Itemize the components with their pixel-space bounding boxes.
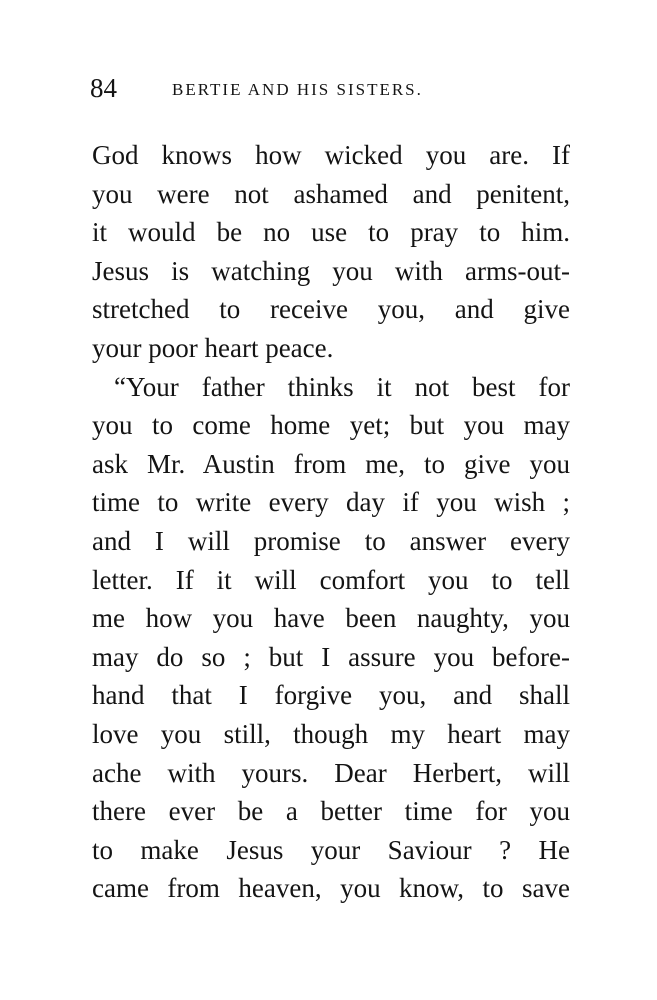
text-line: me how you have been naughty, you xyxy=(92,603,570,634)
text-line: ask Mr. Austin from me, to give you xyxy=(92,448,570,479)
text-line: stretched to receive you, and give xyxy=(92,294,570,325)
text-line: God knows how wicked you are. If xyxy=(92,140,570,170)
text-line: love you still, though my heart may xyxy=(92,718,570,749)
page-number: 84 xyxy=(90,73,117,103)
text-line: came from heaven, you know, to save xyxy=(92,873,570,904)
paragraph xyxy=(92,368,570,908)
paragraph xyxy=(92,136,570,368)
text-line: to make Jesus your Saviour ? He xyxy=(92,834,570,865)
text-line: you to come home yet; but you may xyxy=(92,410,570,441)
text-line: Jesus is watching you with arms-out- xyxy=(92,255,570,286)
text-line: there ever be a better time for you xyxy=(92,796,570,827)
running-head: BERTIE AND HIS SISTERS. xyxy=(172,80,423,99)
text-line: you were not ashamed and penitent, xyxy=(92,178,570,209)
text-line: it would be no use to pray to him. xyxy=(92,217,570,248)
text-line: may do so ; but I assure you before- xyxy=(92,641,570,672)
text-line: time to write every day if you wish ; xyxy=(92,487,570,518)
text-line: your poor heart peace. xyxy=(92,332,334,363)
page-header xyxy=(90,70,510,110)
text-line: and I will promise to answer every xyxy=(92,525,570,556)
body-text xyxy=(92,136,570,908)
text-line: letter. If it will comfort you to tell xyxy=(92,564,570,595)
text-line: ache with yours. Dear Herbert, will xyxy=(92,757,570,788)
text-line: hand that I forgive you, and shall xyxy=(92,680,570,711)
text-line: “Your father thinks it not best for xyxy=(114,371,570,402)
